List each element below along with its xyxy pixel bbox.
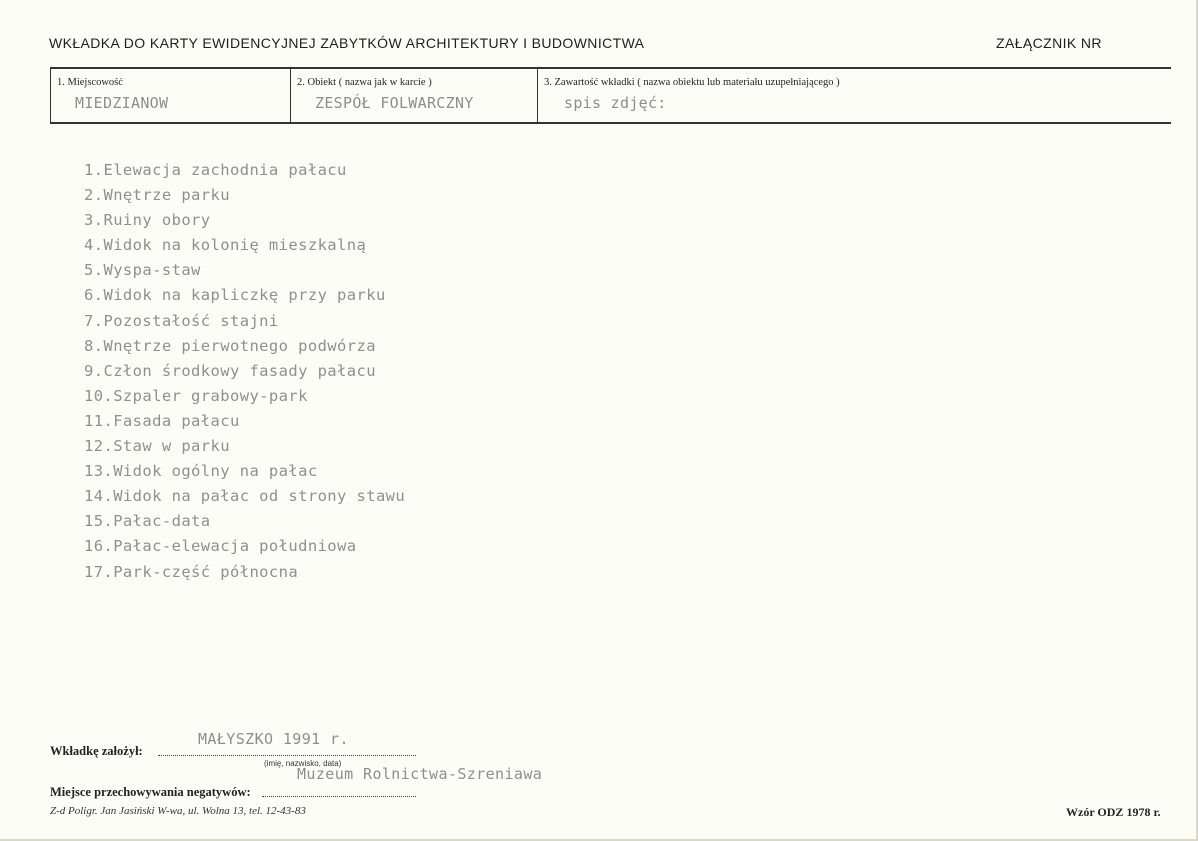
storage-value: Muzeum Rolnictwa-Szreniawa bbox=[297, 765, 543, 783]
list-item: 4.Widok na kolonię mieszkalną bbox=[84, 236, 367, 255]
list-item: 7.Pozostałość stajni bbox=[84, 311, 279, 330]
list-item: 13.Widok ogólny na pałac bbox=[84, 462, 318, 481]
founder-hint: (imię, nazwisko, data) bbox=[264, 759, 342, 768]
founder-value: MAŁYSZKO 1991 r. bbox=[198, 730, 349, 748]
list-item: 11.Fasada pałacu bbox=[84, 411, 240, 430]
list-item: 16.Pałac-elewacja południowa bbox=[84, 537, 357, 556]
founder-label: Wkładkę założył: bbox=[50, 744, 143, 758]
photo-list bbox=[84, 158, 405, 585]
printer-imprint: Z-d Poligr. Jan Jasiński W-wa, ul. Wolna 13, tel. 12-43-83 bbox=[50, 805, 306, 817]
field-content-label: 3. Zawartość wkładki ( nazwa obiektu lub materiału uzupełniającego ) bbox=[544, 77, 840, 88]
field-locality bbox=[51, 69, 291, 122]
list-item: 5.Wyspa-staw bbox=[84, 261, 201, 280]
list-item: 14.Widok na pałac od strony stawu bbox=[84, 487, 406, 506]
list-item: 9.Człon środkowy fasady pałacu bbox=[84, 361, 376, 380]
field-content-value: spis zdjęć: bbox=[564, 94, 667, 112]
storage-dotted-line bbox=[262, 796, 416, 797]
list-item: 3.Ruiny obory bbox=[84, 211, 211, 230]
list-item: 8.Wnętrze pierwotnego podwórza bbox=[84, 336, 376, 355]
field-object-value: ZESPÓŁ FOLWARCZNY bbox=[315, 94, 474, 112]
founder-dotted-line bbox=[158, 755, 416, 756]
form-template-id: Wzór ODZ 1978 r. bbox=[1066, 805, 1161, 819]
list-item: 2.Wnętrze parku bbox=[84, 186, 230, 205]
field-locality-value: MIEDZIANOW bbox=[75, 94, 169, 112]
list-item: 17.Park-część północna bbox=[84, 562, 299, 581]
form-title: WKŁADKA DO KARTY EWIDENCYJNEJ ZABYTKÓW ARCHITEKTURY I BUDOWNICTWA bbox=[49, 35, 645, 51]
header-fields-table bbox=[50, 67, 1171, 124]
field-content bbox=[538, 69, 1170, 122]
list-item: 15.Pałac-data bbox=[84, 512, 211, 531]
field-object bbox=[291, 69, 538, 122]
storage-label: Miejsce przechowywania negatywów: bbox=[50, 785, 251, 799]
list-item: 10.Szpaler grabowy-park bbox=[84, 386, 308, 405]
attachment-number-label: ZAŁĄCZNIK NR bbox=[996, 35, 1102, 51]
field-object-label: 2. Obiekt ( nazwa jak w karcie ) bbox=[297, 77, 432, 88]
list-item: 1.Elewacja zachodnia pałacu bbox=[84, 161, 347, 179]
field-locality-label: 1. Miejscowość bbox=[57, 77, 123, 88]
list-item: 6.Widok na kapliczkę przy parku bbox=[84, 286, 386, 305]
list-item: 12.Staw w parku bbox=[84, 437, 230, 456]
